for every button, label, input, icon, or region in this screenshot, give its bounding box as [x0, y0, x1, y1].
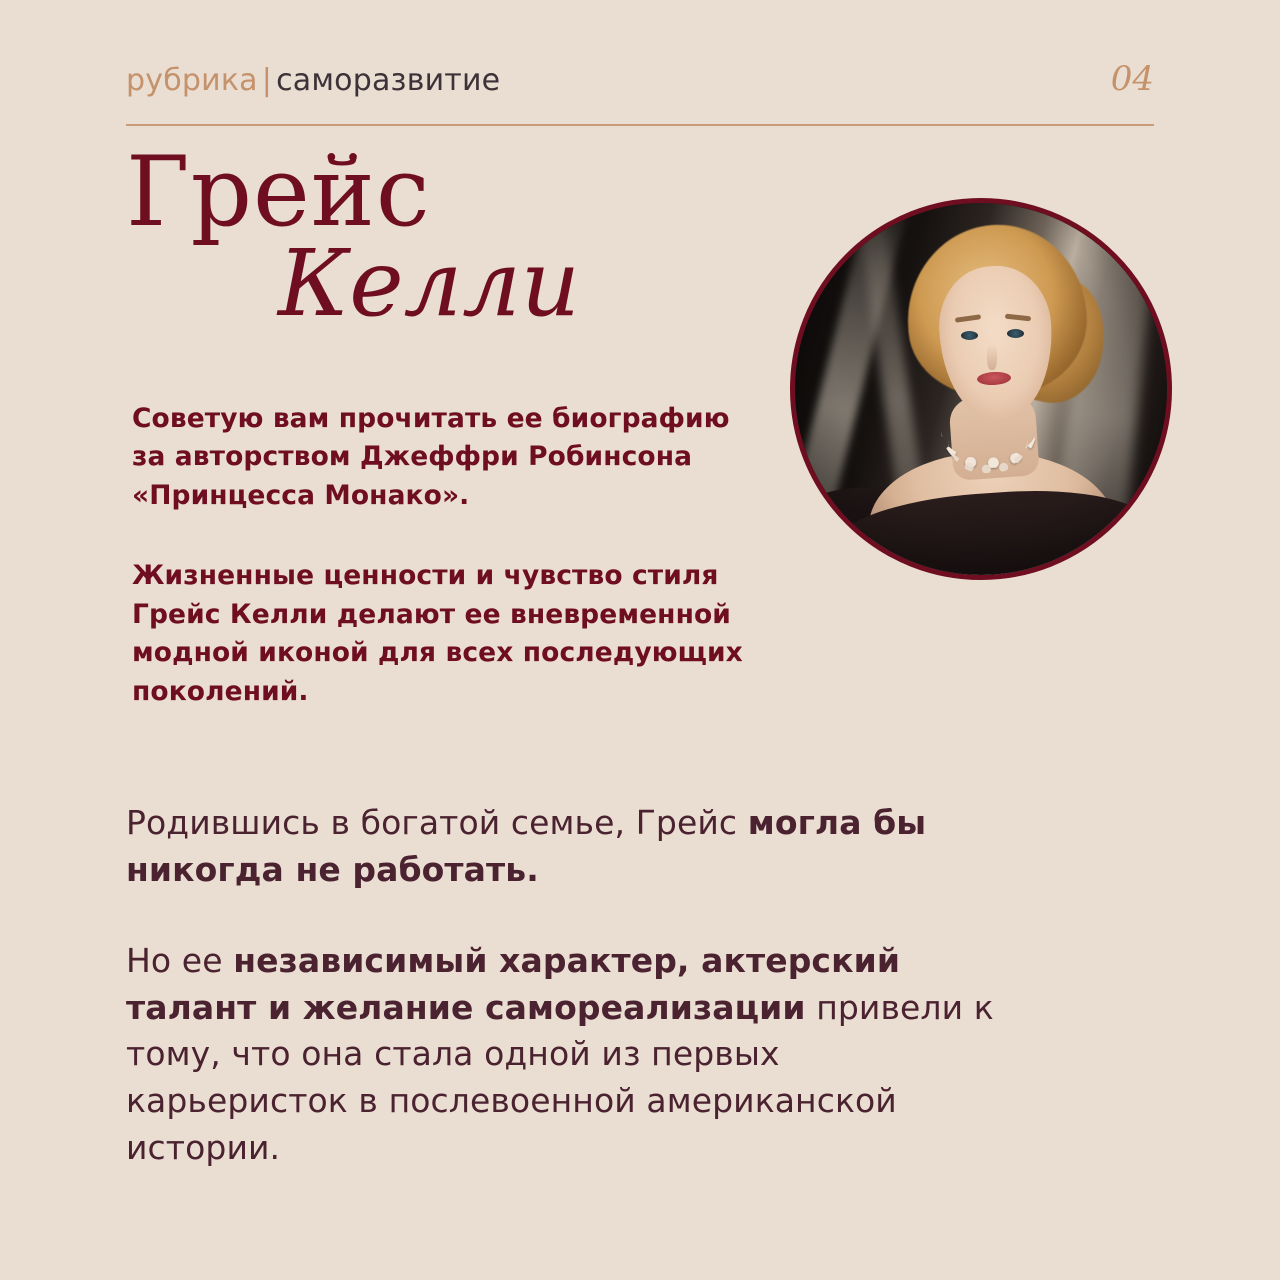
photo-vignette	[795, 203, 1167, 575]
body-p1-bold: могла бы никогда не работать.	[126, 803, 927, 889]
rubric-separator: |	[261, 63, 273, 98]
intro-paragraph-1: Советую вам прочитать ее биографию за авторством Джеффри Робинсона «Принцесса Монако».	[132, 403, 730, 511]
body-p2-bold: независимый характер, актерский талант и желание самореализации	[126, 940, 901, 1027]
portrait-image	[795, 203, 1167, 575]
rubric-label: рубрика	[126, 63, 258, 98]
body-paragraph-2	[126, 938, 1006, 1172]
page-title	[126, 136, 766, 337]
body-p2-regular-start: Но ее	[126, 940, 234, 980]
title-line-2: Келли	[278, 229, 581, 337]
body-paragraph-1	[126, 800, 1006, 894]
body-p1-regular: Родившись в богатой семье, Грейс	[126, 803, 748, 842]
title-line-1: Грейс	[126, 136, 431, 248]
intro-text-block	[132, 400, 772, 711]
body-p2-regular-end: привели к тому, что она стала одной из первых карьеристок в послевоенной американской истории.	[126, 987, 994, 1168]
header	[126, 59, 1154, 99]
rubric-line	[126, 63, 501, 98]
page-number: 04	[1110, 59, 1154, 99]
portrait-photo	[790, 198, 1172, 580]
body-text-block	[126, 800, 1006, 1172]
header-divider	[126, 124, 1154, 126]
intro-paragraph-2: Жизненные ценности и чувство стиля Грейс Келли делают ее вневременной модной иконой для всех последующих поколений.	[132, 560, 743, 707]
rubric-topic: саморазвитие	[276, 63, 501, 98]
